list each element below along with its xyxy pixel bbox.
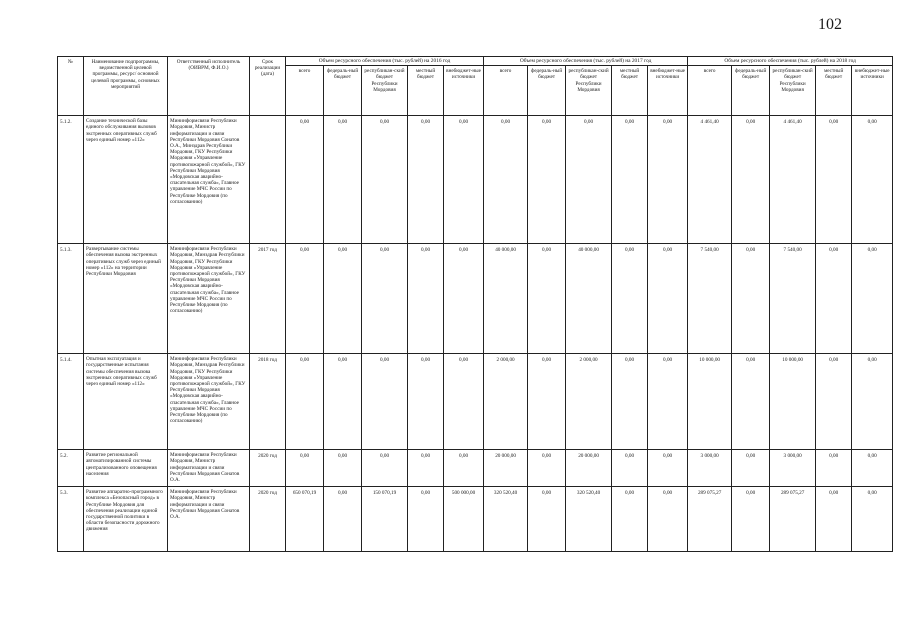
cell-2017-total: 40 000,00 xyxy=(484,244,528,354)
row-term: 2020 год xyxy=(250,487,286,552)
header-federal: федераль-ный бюджет xyxy=(732,66,770,116)
cell-2016-total: 0,00 xyxy=(286,244,324,354)
cell-2018-republican: 289 075,27 xyxy=(770,487,816,552)
cell-2018-extrabudget: 0,00 xyxy=(852,487,893,552)
cell-2017-extrabudget: 0,00 xyxy=(648,450,688,487)
cell-2018-federal: 0,00 xyxy=(732,354,770,450)
cell-2017-extrabudget: 0,00 xyxy=(648,244,688,354)
cell-2017-extrabudget: 0,00 xyxy=(648,487,688,552)
row-number: 5.2. xyxy=(58,450,84,487)
header-term: Срок реализации (дата) xyxy=(250,57,286,116)
cell-2018-republican: 4 461,40 xyxy=(770,116,816,244)
cell-2016-republican: 0,00 xyxy=(362,450,408,487)
resource-table xyxy=(57,56,893,552)
cell-2017-local: 0,00 xyxy=(612,244,648,354)
cell-2018-republican: 3 000,00 xyxy=(770,450,816,487)
cell-2018-total: 289 075,27 xyxy=(688,487,732,552)
cell-2018-total: 7 540,00 xyxy=(688,244,732,354)
cell-2018-local: 0,00 xyxy=(816,244,852,354)
row-term xyxy=(250,116,286,244)
cell-2018-federal: 0,00 xyxy=(732,487,770,552)
cell-2018-federal: 0,00 xyxy=(732,244,770,354)
cell-2016-extrabudget: 500 000,00 xyxy=(444,487,484,552)
header-local: местный бюджет xyxy=(408,66,444,116)
cell-2017-republican: 2 000,00 xyxy=(566,354,612,450)
header-republican: республикан-ский бюджет Республики Мордовия xyxy=(362,66,408,116)
cell-2016-republican: 0,00 xyxy=(362,354,408,450)
cell-2018-local: 0,00 xyxy=(816,354,852,450)
header-total: всего xyxy=(484,66,528,116)
header-name: Наименование подпрограммы, ведомственной целевой программы, ресурс/ основной целевой программы, основных мероприятий xyxy=(84,57,168,116)
header-federal: федераль-ный бюджет xyxy=(528,66,566,116)
row-executor: Мининформсвязи Республики Мордовия, Министр информатизации и связи Республики Мордовия Сонатов О.А. xyxy=(168,487,250,552)
table-header xyxy=(58,57,893,116)
row-name: Развертывание системы обеспечения вызова экстренных оперативных служб через единый номер «112» на территории Республики Мордовия xyxy=(84,244,168,354)
table-row xyxy=(58,116,893,244)
cell-2016-total: 0,00 xyxy=(286,450,324,487)
header-federal: федераль-ный бюджет xyxy=(324,66,362,116)
cell-2018-total: 3 000,00 xyxy=(688,450,732,487)
table-row xyxy=(58,354,893,450)
cell-2017-local: 0,00 xyxy=(612,116,648,244)
cell-2017-federal: 0,00 xyxy=(528,487,566,552)
table-row xyxy=(58,450,893,487)
row-name: Развитие аппаратно-программного комплекса «Безопасный город» в Республике Мордовия для обеспечения реализации единой государственной политики в области безопасности дорожного движения xyxy=(84,487,168,552)
cell-2018-extrabudget: 0,00 xyxy=(852,354,893,450)
cell-2016-extrabudget: 0,00 xyxy=(444,116,484,244)
cell-2018-federal: 0,00 xyxy=(732,116,770,244)
cell-2018-republican: 7 540,00 xyxy=(770,244,816,354)
header-extrabudget: внебюджет-ные источники xyxy=(648,66,688,116)
row-name: Создание технической базы единого обслуживания вызовов экстренных оперативных служб через единый номер «112» xyxy=(84,116,168,244)
cell-2017-republican: 20 000,00 xyxy=(566,450,612,487)
row-executor: Мининформсвязи Республики Мордовия, Министр информатизации и связи Республики Мордовия Сонатов О.А., Минздрав Республики Мордовия, ГКУ Республики Мордовия «Управление противопожарной службой», ГКУ Республики Мордовия «Мордовская аварийно-спасательная служба», Главное управление МЧС России по Республике Мордовия (по согласованию) xyxy=(168,116,250,244)
cell-2016-total: 650 070,19 xyxy=(286,487,324,552)
row-number: 5.1.2. xyxy=(58,116,84,244)
cell-2016-republican: 0,00 xyxy=(362,244,408,354)
row-number: 5.1.4. xyxy=(58,354,84,450)
cell-2016-local: 0,00 xyxy=(408,487,444,552)
row-executor: Мининформсвязи Республики Мордовия, Министр информатизации и связи Республики Мордовия Сонатов О.А. xyxy=(168,450,250,487)
cell-2017-extrabudget: 0,00 xyxy=(648,354,688,450)
cell-2017-total: 20 000,00 xyxy=(484,450,528,487)
page-number: 102 xyxy=(818,16,842,33)
cell-2017-local: 0,00 xyxy=(612,450,648,487)
cell-2016-total: 0,00 xyxy=(286,354,324,450)
cell-2016-extrabudget: 0,00 xyxy=(444,244,484,354)
cell-2016-local: 0,00 xyxy=(408,244,444,354)
header-executor: Ответственный исполнитель (ОИВРМ, Ф.И.О.) xyxy=(168,57,250,116)
cell-2016-federal: 0,00 xyxy=(324,354,362,450)
cell-2018-republican: 10 000,00 xyxy=(770,354,816,450)
header-republican: республикан-ский бюджет Республики Мордовия xyxy=(770,66,816,116)
header-total: всего xyxy=(286,66,324,116)
row-term: 2017 год xyxy=(250,244,286,354)
cell-2017-republican: 0,00 xyxy=(566,116,612,244)
cell-2017-republican: 40 000,00 xyxy=(566,244,612,354)
cell-2016-local: 0,00 xyxy=(408,450,444,487)
cell-2016-federal: 0,00 xyxy=(324,487,362,552)
cell-2016-extrabudget: 0,00 xyxy=(444,450,484,487)
cell-2018-local: 0,00 xyxy=(816,450,852,487)
cell-2018-extrabudget: 0,00 xyxy=(852,116,893,244)
row-number: 5.1.3. xyxy=(58,244,84,354)
cell-2016-extrabudget: 0,00 xyxy=(444,354,484,450)
cell-2017-federal: 0,00 xyxy=(528,116,566,244)
row-term: 2020 год xyxy=(250,450,286,487)
row-term: 2018 год xyxy=(250,354,286,450)
header-group-2017: Объем ресурсного обеспечения (тыс. рублей) на 2017 год xyxy=(484,57,688,66)
row-executor: Мининформсвязи Республики Мордовия, Минздрав Республики Мордовия, ГКУ Республики Мордовия «Управление противопожарной службой», ГКУ Республики Мордовия «Мордовская аварийно-спасательная служба», Главное управление МЧС России по Республике Мордовия (по согласованию) xyxy=(168,244,250,354)
cell-2016-federal: 0,00 xyxy=(324,450,362,487)
row-number: 5.3. xyxy=(58,487,84,552)
cell-2018-federal: 0,00 xyxy=(732,450,770,487)
cell-2018-total: 10 000,00 xyxy=(688,354,732,450)
cell-2017-total: 0,00 xyxy=(484,116,528,244)
table-row xyxy=(58,244,893,354)
cell-2018-extrabudget: 0,00 xyxy=(852,450,893,487)
header-local: местный бюджет xyxy=(816,66,852,116)
cell-2017-federal: 0,00 xyxy=(528,354,566,450)
row-name: Опытная эксплуатация и государственные испытания системы обеспечения вызова экстренных оперативных служб через единый номер «112» xyxy=(84,354,168,450)
cell-2017-federal: 0,00 xyxy=(528,450,566,487)
cell-2018-extrabudget: 0,00 xyxy=(852,244,893,354)
cell-2017-extrabudget: 0,00 xyxy=(648,116,688,244)
table-row xyxy=(58,487,893,552)
cell-2017-total: 2 000,00 xyxy=(484,354,528,450)
cell-2017-local: 0,00 xyxy=(612,354,648,450)
header-local: местный бюджет xyxy=(612,66,648,116)
cell-2017-total: 320 520,40 xyxy=(484,487,528,552)
header-extrabudget: внебюджет-ные источники xyxy=(852,66,893,116)
row-name: Развитие региональной автоматизированной системы централизованного оповещения населения xyxy=(84,450,168,487)
header-extrabudget: внебюджет-ные источники xyxy=(444,66,484,116)
header-total: всего xyxy=(688,66,732,116)
cell-2018-local: 0,00 xyxy=(816,116,852,244)
cell-2016-republican: 150 070,19 xyxy=(362,487,408,552)
cell-2016-republican: 0,00 xyxy=(362,116,408,244)
row-executor: Мининформсвязи Республики Мордовия, Минздрав Республики Мордовия, ГКУ Республики Мордовия «Управление противопожарной службой», ГКУ Республики Мордовия «Мордовская аварийно-спасательная служба», Главное управление МЧС России по Республике Мордовия (по согласованию) xyxy=(168,354,250,450)
cell-2016-federal: 0,00 xyxy=(324,116,362,244)
cell-2017-local: 0,00 xyxy=(612,487,648,552)
cell-2017-federal: 0,00 xyxy=(528,244,566,354)
header-group-2018: Объем ресурсного обеспечения (тыс. рублей) на 2018 год xyxy=(688,57,893,66)
cell-2016-local: 0,00 xyxy=(408,116,444,244)
header-no: № xyxy=(58,57,84,116)
cell-2016-local: 0,00 xyxy=(408,354,444,450)
cell-2016-total: 0,00 xyxy=(286,116,324,244)
header-group-2016: Объем ресурсного обеспечения (тыс. рублей) на 2016 год xyxy=(286,57,484,66)
cell-2016-federal: 0,00 xyxy=(324,244,362,354)
cell-2018-local: 0,00 xyxy=(816,487,852,552)
cell-2017-republican: 320 520,40 xyxy=(566,487,612,552)
header-republican: республикан-ский бюджет Республики Мордовия xyxy=(566,66,612,116)
cell-2018-total: 4 461,40 xyxy=(688,116,732,244)
